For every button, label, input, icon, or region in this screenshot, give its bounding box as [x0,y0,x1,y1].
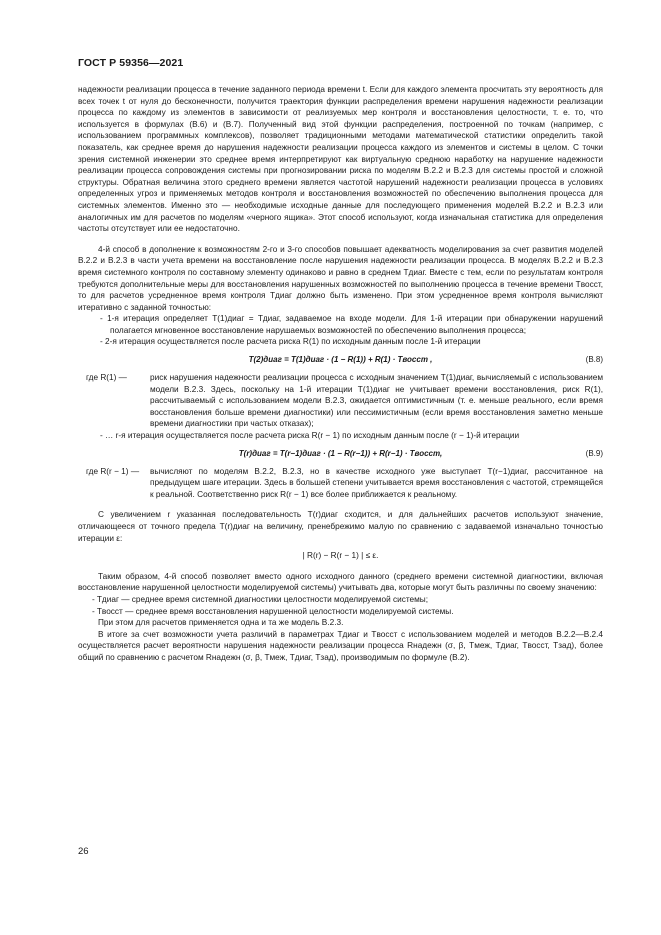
list-item-iteration-r: - … r-я итерация осуществляется после расчета риска R(r − 1) по исходным данным после (r − 1)-й итерации [100,431,520,441]
equation-b9 [78,442,603,466]
list-item-t-diag: - Tдиаг — среднее время системной диагностики целостности моделируемой системы; [92,594,428,604]
where-text-1: риск нарушения надежности реализации процесса с исходным значением T(1)диаг, вычисляемый с использованием модели В.2.3. Здесь, поскольку на 1-й итерации T(1)диаг не учитывает времени восстановления, риск R(1), рассчитываемый с использованием модели В.2.3, ожидается оптимистичным (т. е. меньше реального, если время восстановления больше времени диагностики) или пессимистичным (если время восстановления заметно меньше времени диагностики при частых отказах); [150,373,603,429]
inequality: | R(r) − R(r − 1) | ≤ ε. [302,551,379,561]
equation-b8 [78,348,603,372]
equation-b8-formula: T(2)диаг = T(1)диаг · (1 − R(1)) + R(1) · Tвосст , [248,355,433,365]
paragraph-4: Таким образом, 4-й способ позволяет вместо одного исходного данного (среднего времени системной диагностики, включая восстановление нарушенной целостности моделируемой системы) учитывать два, которые могут быть различны по своему значению: [78,571,603,593]
paragraph-6: В итоге за счет возможности учета различий в параметрах Tдиаг и Tвосст с использованием моделей и методов В.2.2—В.2.4 осуществляется расчет вероятности нарушения надежности реализации процесса Rнадежн (σ, β, Tмеж, Tдиаг, Tвосст, Tзад), более общий по сравнению с расчетом Rнадежн (σ, β, Tмеж, Tдиаг, Tзад), производимым по формуле (В.2). [78,629,603,662]
where-clause-2 [78,466,603,501]
equation-b9-formula: T(r)диаг = T(r−1)диаг · (1 − R(r−1)) + R(r−1) · Tвосст, [238,448,443,458]
paragraph-3: С увеличением r указанная последовательность T(r)диаг сходится, и для дальнейших расчетов используют значение, отличающееся от точного предела T(r)диаг на величину, пренебрежимо малую по сравнению с задаваемой изначально точностью итерации ε: [78,510,603,543]
equation-b9-number: (В.9) [585,448,603,458]
where-text-2: вычисляют по моделям В.2.2, В.2.3, но в качестве исходного уже выступает T(r−1)диаг, рассчитанное на предыдущем шаге итерации. Здесь в большей степени учитывается время восстановления с частотой, стремящейся к реальной. Соответственно риск R(r − 1) все более приближается к реальному. [150,466,603,499]
paragraph-5: При этом для расчетов применяется одна и та же модель В.2.3. [98,618,344,628]
where-clause-1 [78,372,603,430]
where-label-1: где R(1) — [86,373,127,383]
list-item-t-vosst: - Tвосст — среднее время восстановления нарушенной целостности моделируемой системы. [92,606,454,616]
list-item-iteration-2: - 2-я итерация осуществляется после расчета риска R(1) по исходным данным после 1-й итерации [100,337,481,347]
paragraph-1: надежности реализации процесса в течение заданного периода времени t. Если для каждого элемента просчитать эту вероятность для всех точек t от нуля до бесконечности, получится траектория функции распределения времени нарушения надежности реализации процесса по каждому из элементов в зависимости от реализуемых мер контроля и восстановления целостности, т. е. то, что используется в формулах (В.6) и (В.7). Полученный вид этой функции распределения, построенной по точкам (например, с использованием программных комплексов), позволяет традиционными методами математической статистики определить такой показатель, как среднее время до нарушения надежности реализации процесса каждого из элементов и системы в целом. С точки зрения системной инженерии это среднее время интерпретируют как виртуальную среднюю наработку на нарушение надежности реализации процесса сопровождения системы при прогнозировании риска по моделям В.2.2 и В.2.3 для системы простой и сложной структуры. Обратная величина этого среднего времени является частотой нарушений надежности реализации процесса в условиях определенных угроз и применяемых методов контроля и восстановления возможностей по обеспечению выполнения процесса для системных элементов. Именно это — необходимые исходные данные для последующего применения моделей В.2.2 и В.2.3 или аналогичных им для расчетов по моделям «черного ящика». Этот способ используют, когда изначальная статистика для определения частоты отсутствует или ее недостаточно. [78,85,603,234]
equation-b8-number: (В.8) [585,355,603,365]
document-header: ГОСТ Р 59356—2021 [78,57,184,69]
page-number: 26 [78,846,89,857]
list-item-iteration-1: - 1-я итерация определяет T(1)диаг = Tдиаг, задаваемое на входе модели. Для 1-й итерации при обнаружении нарушений полагается мгновенное восстановление нарушаемых возможностей по обеспечению выполнения процесса; [100,314,603,335]
paragraph-2: 4-й способ в дополнение к возможностям 2-го и 3-го способов повышает адекватность моделирования за счет развития моделей В.2.2 и В.2.3 в части учета времени на восстановление после нарушения надежности реализации процесса. В моделях В.2.2 и В.2.3 время системного контроля по составному элементу одинаково и равно в среднем Tдиаг. Вместе с тем, если по результатам контроля требуются дополнительные меры для восстановления нарушенных возможностей по выполнению процесса в течение времени Tвосст, то для расчетов усредненное время контроля Tдиаг должно быть изменено. При этом усредненное время контроля вычисляют итеративно с заданной точностью: [78,244,603,312]
document-body [78,84,603,664]
where-label-2: где R(r − 1) — [86,466,140,476]
